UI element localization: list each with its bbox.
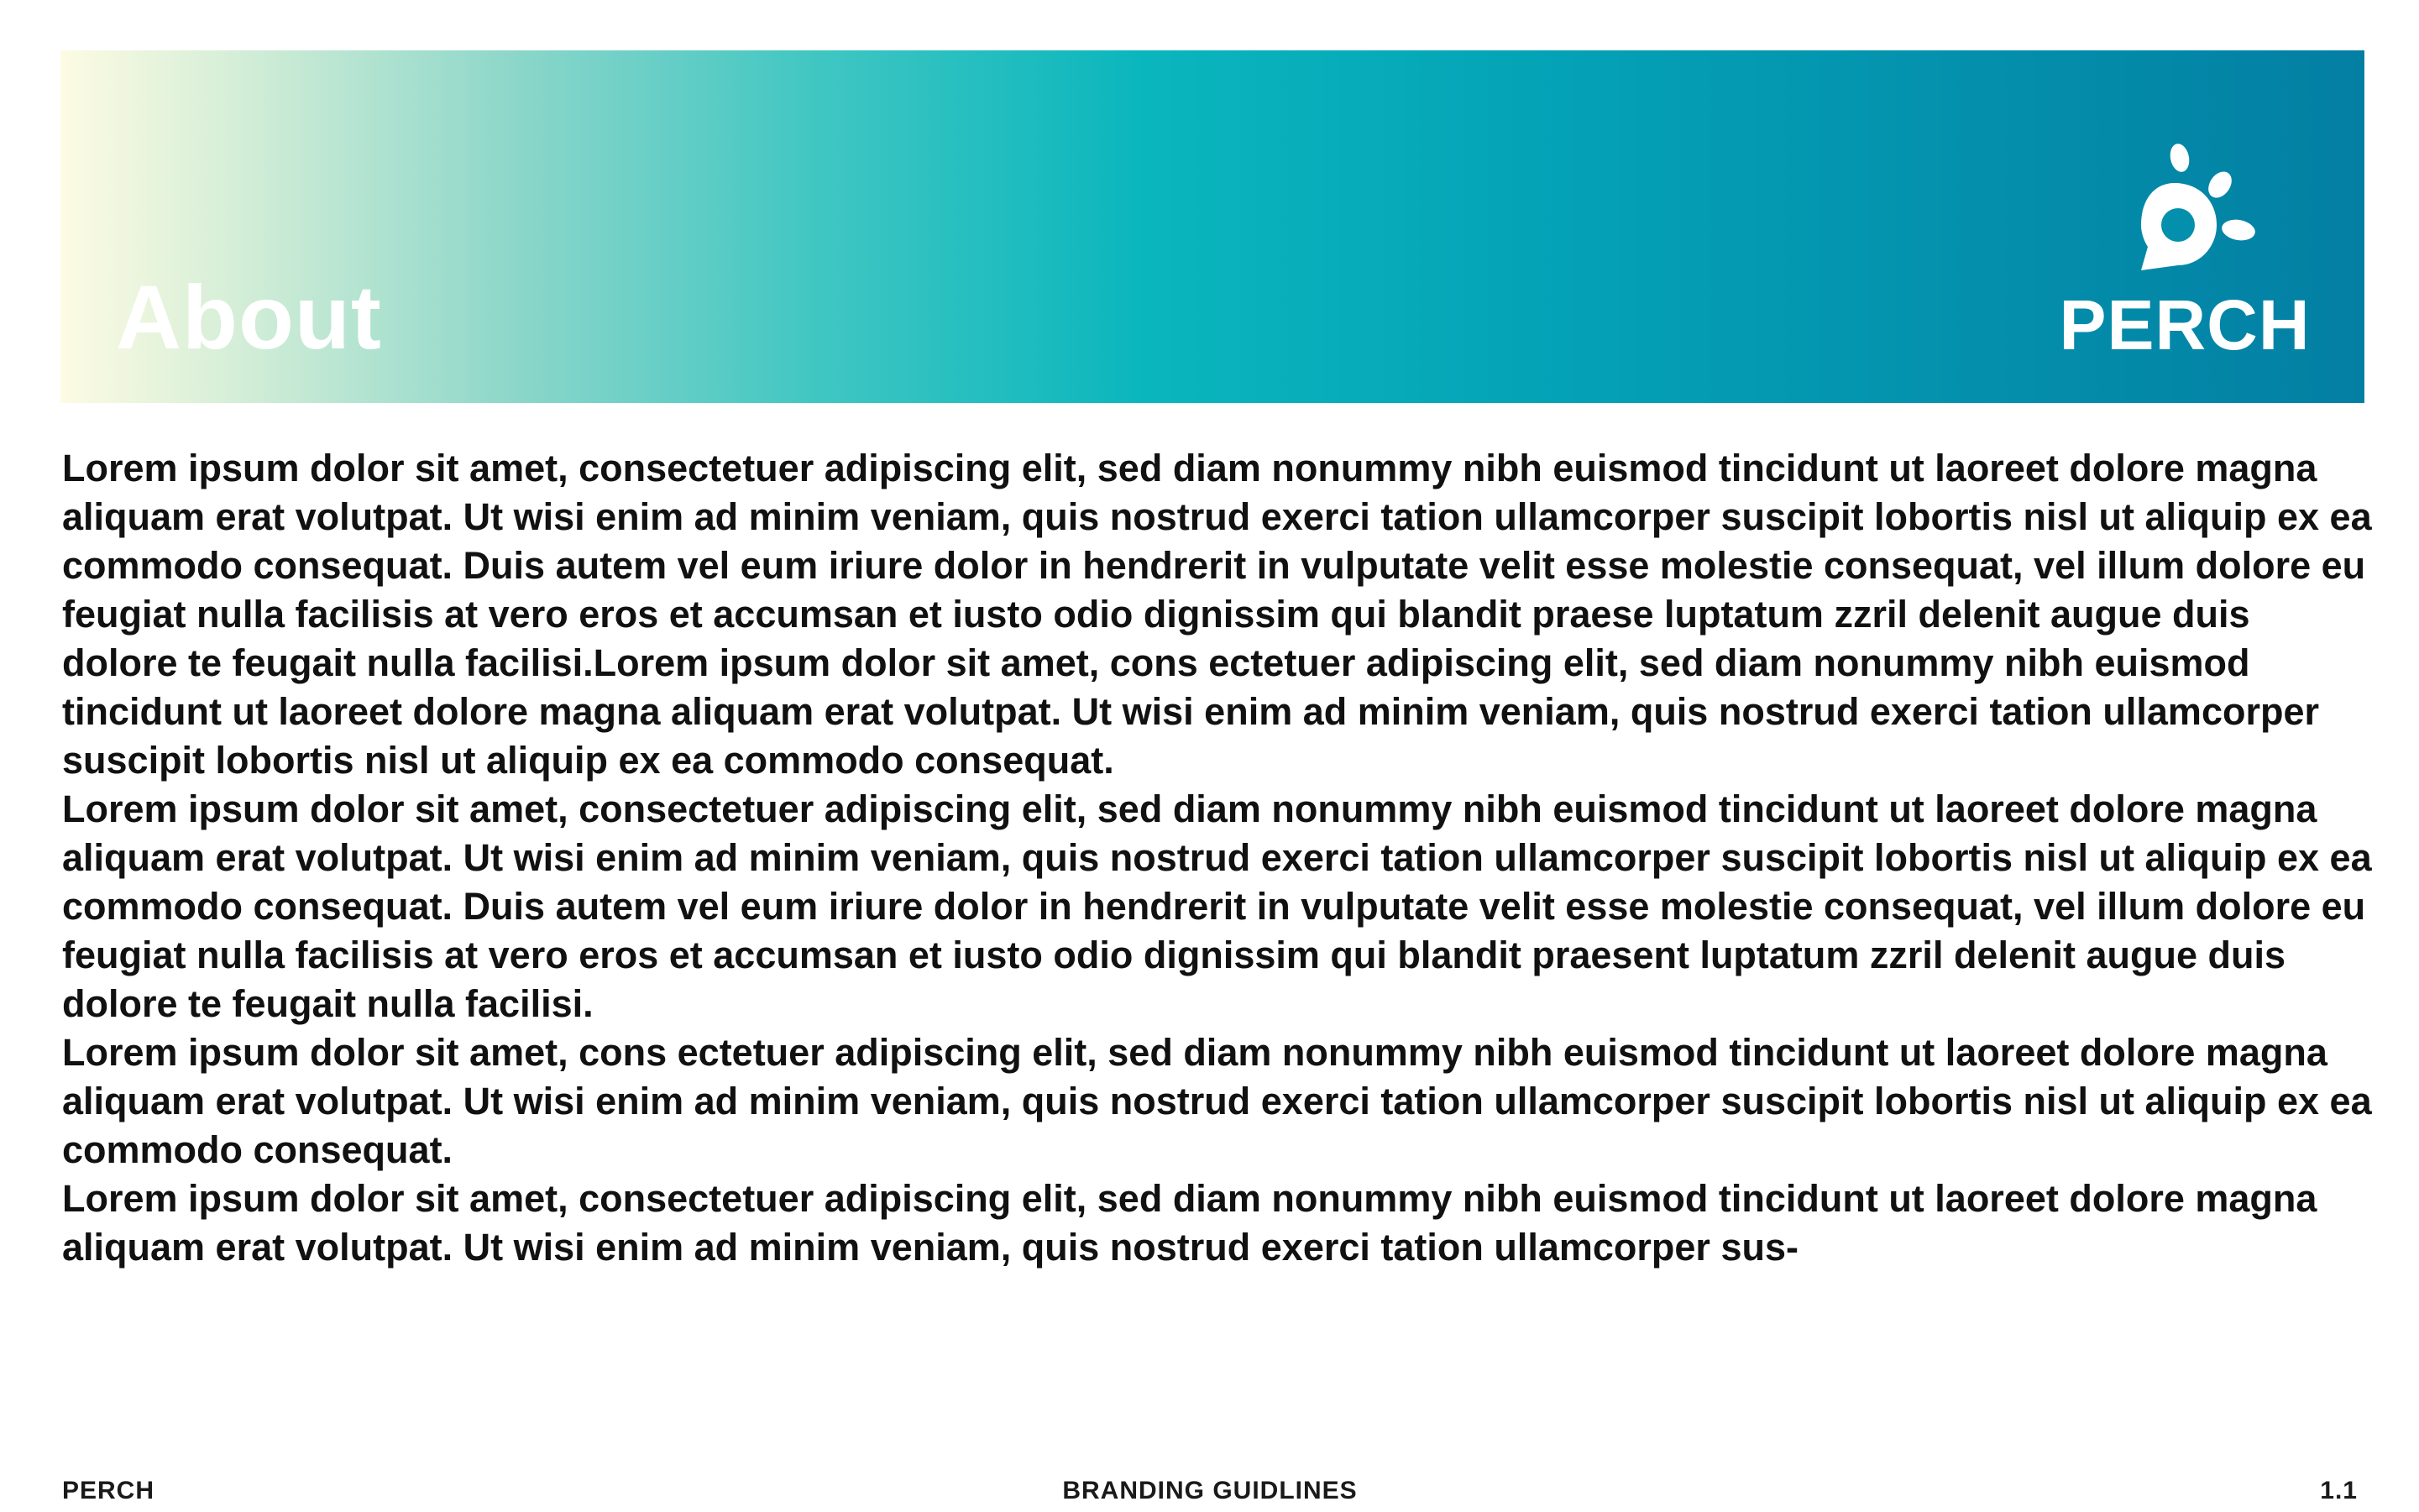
logo-wordmark: PERCH <box>2059 285 2311 364</box>
footer-section-title: BRANDING GUIDLINES <box>1062 1477 1358 1504</box>
page-number: 1.1 <box>2320 1477 2358 1504</box>
paragraph: Lorem ipsum dolor sit amet, consectetuer adipiscing elit, sed diam nonummy nibh euismod tincidunt ut laoreet dolore magna aliquam erat volutpat. Ut wisi enim ad minim veniam, quis nostrud exerci tation ullamcorper suscipit lobortis nisl ut aliquip ex ea commodo consequat. Duis autem vel eum iriure dolor in hendrerit in vulputate velit esse molestie consequat, vel illum dolore eu feugiat nulla facilisis at vero eros et accumsan et iusto odio dignissim qui blandit praesent luptatum zzril delenit augue duis dolore te feugait nulla facilisi. <box>62 787 2372 1025</box>
header-banner <box>60 50 2364 403</box>
page-title: About <box>116 266 382 368</box>
paragraph: Lorem ipsum dolor sit amet, consectetuer adipiscing elit, sed diam nonummy nibh euismod tincidunt ut laoreet dolore magna aliquam erat volutpat. Ut wisi enim ad minim veniam, quis nostrud exerci tation ullamcorper suscipit lobortis nisl ut aliquip ex ea commodo consequat. Duis autem vel eum iriure dolor in hendrerit in vulputate velit esse molestie consequat, vel illum dolore eu feugiat nulla facilisis at vero eros et accumsan et iusto odio dignissim qui blandit praese luptatum zzril delenit augue duis dolore te feugait nulla facilisi.Lorem ipsum dolor sit amet, cons ectetuer adipiscing elit, sed diam nonummy nibh euismod tincidunt ut laoreet dolore magna aliquam erat volutpat. Ut wisi enim ad minim veniam, quis nostrud exerci tation ullamcorper suscipit lobortis nisl ut aliquip ex ea commodo consequat. <box>62 447 2372 782</box>
paragraph: Lorem ipsum dolor sit amet, cons ectetuer adipiscing elit, sed diam nonummy nibh euismod tincidunt ut laoreet dolore magna aliquam erat volutpat. Ut wisi enim ad minim veniam, quis nostrud exerci tation ullamcorper suscipit lobortis nisl ut aliquip ex ea commodo consequat. <box>62 1031 2372 1171</box>
perch-bird-icon <box>2133 139 2259 274</box>
page-footer <box>62 1476 2358 1506</box>
perch-logo <box>2059 139 2311 366</box>
footer-brand: PERCH <box>62 1477 155 1504</box>
paragraph: Lorem ipsum dolor sit amet, consectetuer adipiscing elit, sed diam nonummy nibh euismod tincidunt ut laoreet dolore magna aliquam erat volutpat. Ut wisi enim ad minim veniam, quis nostrud exerci tation ullamcorper sus- <box>62 1177 2317 1269</box>
body-text <box>62 444 2373 1272</box>
